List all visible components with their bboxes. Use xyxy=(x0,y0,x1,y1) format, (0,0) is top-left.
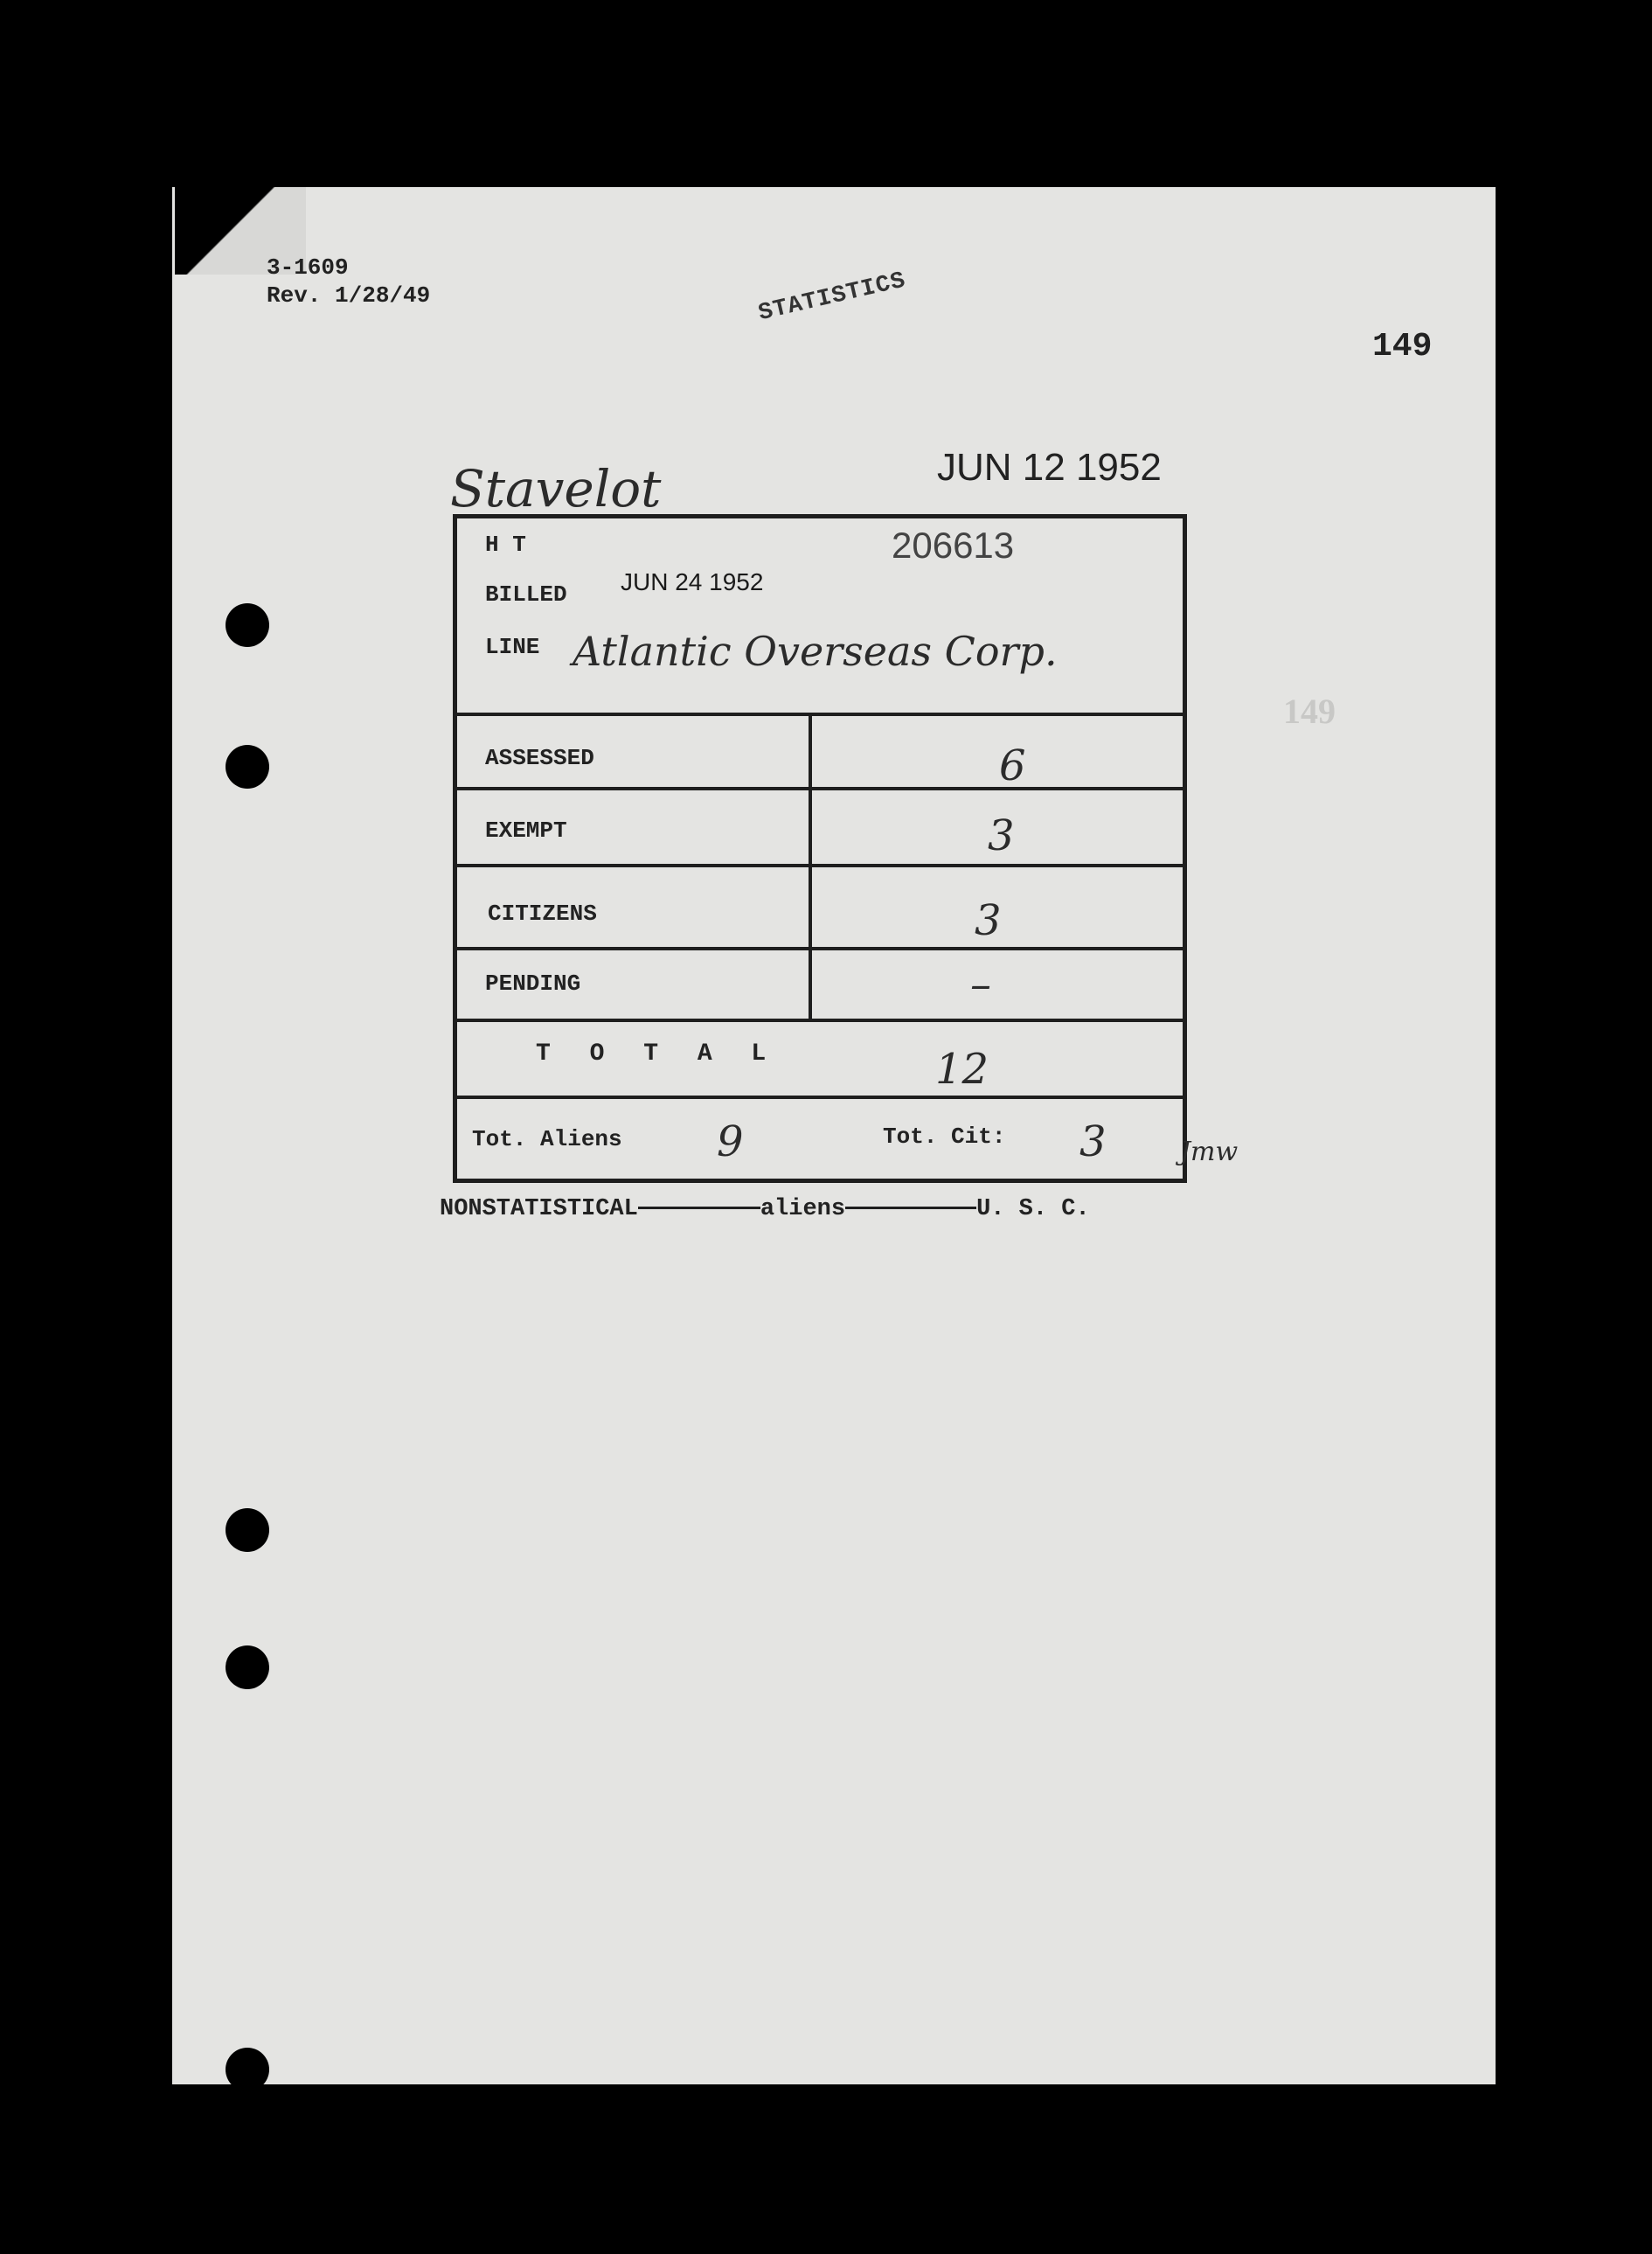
total-citizens-value: 3 xyxy=(1079,1117,1107,1166)
ht-label: H T xyxy=(485,532,526,558)
line-value: Atlantic Overseas Corp. xyxy=(573,628,1058,675)
punch-hole xyxy=(226,1508,269,1552)
divider xyxy=(457,1096,1184,1099)
exempt-label: EXEMPT xyxy=(485,817,567,844)
pending-label: PENDING xyxy=(485,970,581,997)
divider xyxy=(457,1019,1184,1022)
form-number: 3-1609 xyxy=(267,254,349,281)
citizens-value: 3 xyxy=(975,896,1002,945)
nonstatistical-line xyxy=(440,1196,1090,1222)
usc-label: U. S. C. xyxy=(976,1196,1090,1222)
pending-value: – xyxy=(970,960,991,1009)
form-number-block xyxy=(267,254,430,310)
received-date-stamp: JUN 12 1952 xyxy=(937,446,1162,489)
total-citizens-label: Tot. Cit: xyxy=(883,1124,1006,1150)
handwritten-place: Stavelot xyxy=(450,459,662,518)
divider xyxy=(457,947,1184,950)
assessed-label: ASSESSED xyxy=(485,745,594,771)
total-label: T O T A L xyxy=(536,1040,779,1068)
assessed-value: 6 xyxy=(999,741,1026,790)
column-divider xyxy=(809,713,812,1020)
punch-hole xyxy=(226,2048,269,2091)
divider xyxy=(457,787,1184,790)
total-aliens-label: Tot. Aliens xyxy=(472,1126,622,1152)
punch-hole xyxy=(226,1645,269,1689)
total-value: 12 xyxy=(935,1045,989,1094)
billed-label: BILLED xyxy=(485,581,567,608)
aliens-label: aliens xyxy=(760,1196,846,1222)
nonstatistical-label: NONSTATISTICAL xyxy=(440,1196,638,1222)
punch-hole xyxy=(226,745,269,789)
line-label: LINE xyxy=(485,634,540,660)
exempt-value: 3 xyxy=(988,811,1015,860)
faint-page-number: 149 xyxy=(1283,692,1336,731)
ship-number-stamp: 206613 xyxy=(892,525,1015,566)
form-revision: Rev. 1/28/49 xyxy=(267,282,431,309)
handwritten-initials: Jmw xyxy=(1180,1137,1239,1167)
page-number: 149 xyxy=(1372,328,1433,365)
blank-line xyxy=(845,1207,976,1209)
citizens-label: CITIZENS xyxy=(488,901,597,927)
divider xyxy=(457,864,1184,867)
statistics-stamp: STATISTICS xyxy=(756,268,909,328)
billed-date-stamp: JUN 24 1952 xyxy=(621,568,764,595)
divider xyxy=(457,713,1184,716)
total-aliens-value: 9 xyxy=(717,1117,744,1166)
statistics-table xyxy=(453,514,1187,1183)
punch-hole xyxy=(226,603,269,647)
blank-line xyxy=(638,1207,760,1209)
